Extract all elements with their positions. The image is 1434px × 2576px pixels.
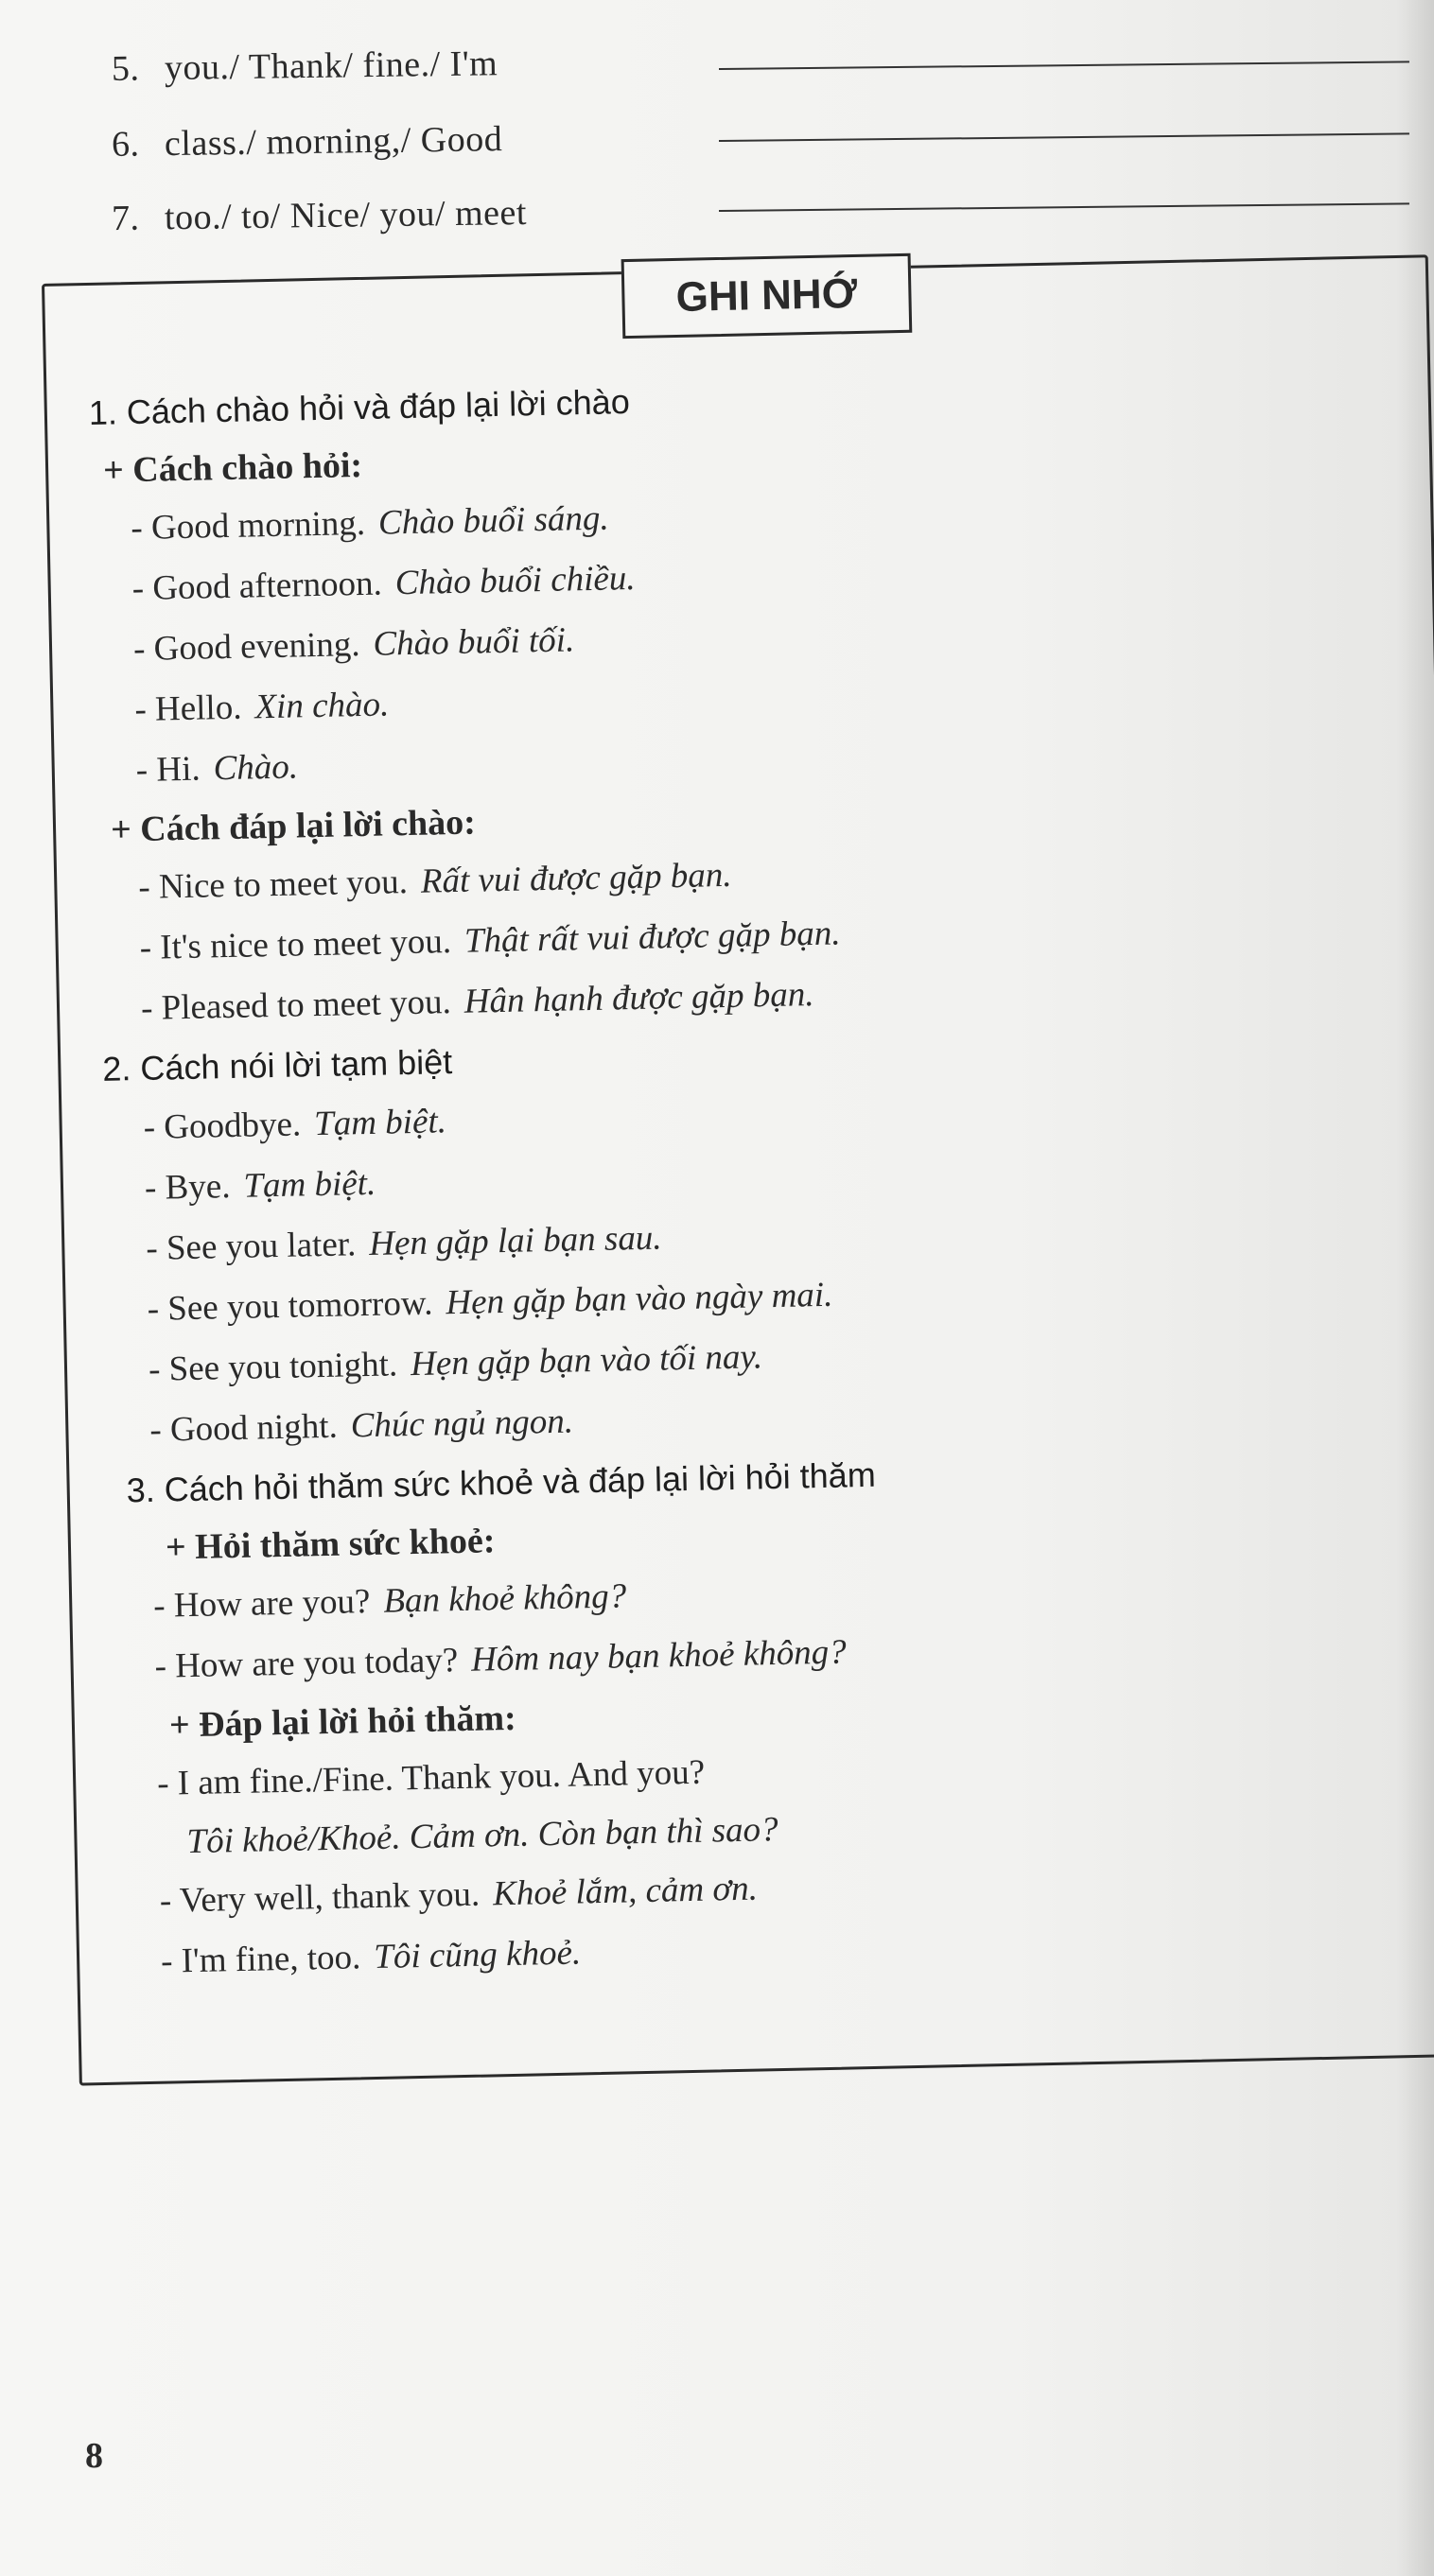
exercise-number: 5. [111,48,140,89]
phrase-item: - Nice to meet you. Rất vui được gặp bạn. [137,855,732,907]
section-heading: 3. Cách hỏi thăm sức khoẻ và đáp lại lời hỏi thăm [126,1454,877,1510]
phrase-item: - Very well, thank you. Khoẻ lắm, cảm ơn. [159,1869,759,1921]
phrase-item: - I'm fine, too. Tôi cũng khoẻ. [160,1933,582,1981]
subheading: + Hỏi thăm sức khoẻ: [165,1521,496,1568]
phrase-item: - Good afternoon. Chào buổi chiều. [131,558,636,609]
exercise-words: you./ Thank/ fine./ I'm [164,44,498,89]
phrase-item: - Good night. Chúc ngủ ngon. [149,1401,574,1450]
ghi-nho-box [42,254,1434,2085]
reorder-exercise [0,0,1434,246]
section-heading: 2. Cách nói lời tạm biệt [101,1042,453,1088]
subheading: + Đáp lại lời hỏi thăm: [168,1697,517,1746]
phrase-item: - How are you today? Hôm nay bạn khoẻ không? [154,1632,848,1686]
exercise-words: too./ to/ Nice/ you/ meet [164,192,528,238]
phrase-item: - Good evening. Chào buổi tối. [132,620,575,670]
phrase-item: - Hello. Xin chào. [134,685,390,730]
exercise-words: class./ morning,/ Good [164,119,503,165]
page-number: 8 [85,2436,103,2476]
subheading: + Cách chào hỏi: [102,444,363,491]
phrase-item: - It's nice to meet you. Thật rất vui được gặp bạn. [139,914,841,967]
subheading: + Cách đáp lại lời chào: [110,802,477,850]
section-heading: 1. Cách chào hỏi và đáp lại lời chào [88,382,631,432]
answer-line [719,202,1409,212]
exercise-item [112,118,503,165]
answer-line [719,132,1409,142]
phrase-item: - See you tonight. Hẹn gặp bạn vào tối nay. [148,1337,763,1389]
phrase-translation: Tôi khoẻ/Khoẻ. Cảm ơn. Còn bạn thì sao? [186,1810,778,1862]
phrase-item: - Good morning. Chào buổi sáng. [131,498,610,548]
phrase-item: - I am fine./Fine. Thank you. And you? [156,1752,706,1803]
exercise-number: 7. [111,198,140,239]
box-title: GHI NHỚ [621,253,913,339]
exercise-item [112,192,528,239]
phrase-item: - Goodbye. Tạm biệt. [143,1102,447,1147]
phrase-item: - How are you? Bạn khoẻ không? [152,1576,627,1626]
phrase-item: - Hi. Chào. [135,747,299,791]
phrase-item: - Pleased to meet you. Hân hạnh được gặp bạn. [140,975,814,1028]
exercise-number: 6. [111,124,140,165]
box-content [88,357,1426,1993]
phrase-item: - See you tomorrow. Hẹn gặp bạn vào ngày mai. [147,1275,833,1329]
answer-line [719,61,1409,70]
phrase-item: - See you later. Hẹn gặp lại bạn sau. [145,1218,663,1268]
exercise-item [112,43,498,90]
phrase-item: - Bye. Tạm biệt. [144,1163,376,1208]
